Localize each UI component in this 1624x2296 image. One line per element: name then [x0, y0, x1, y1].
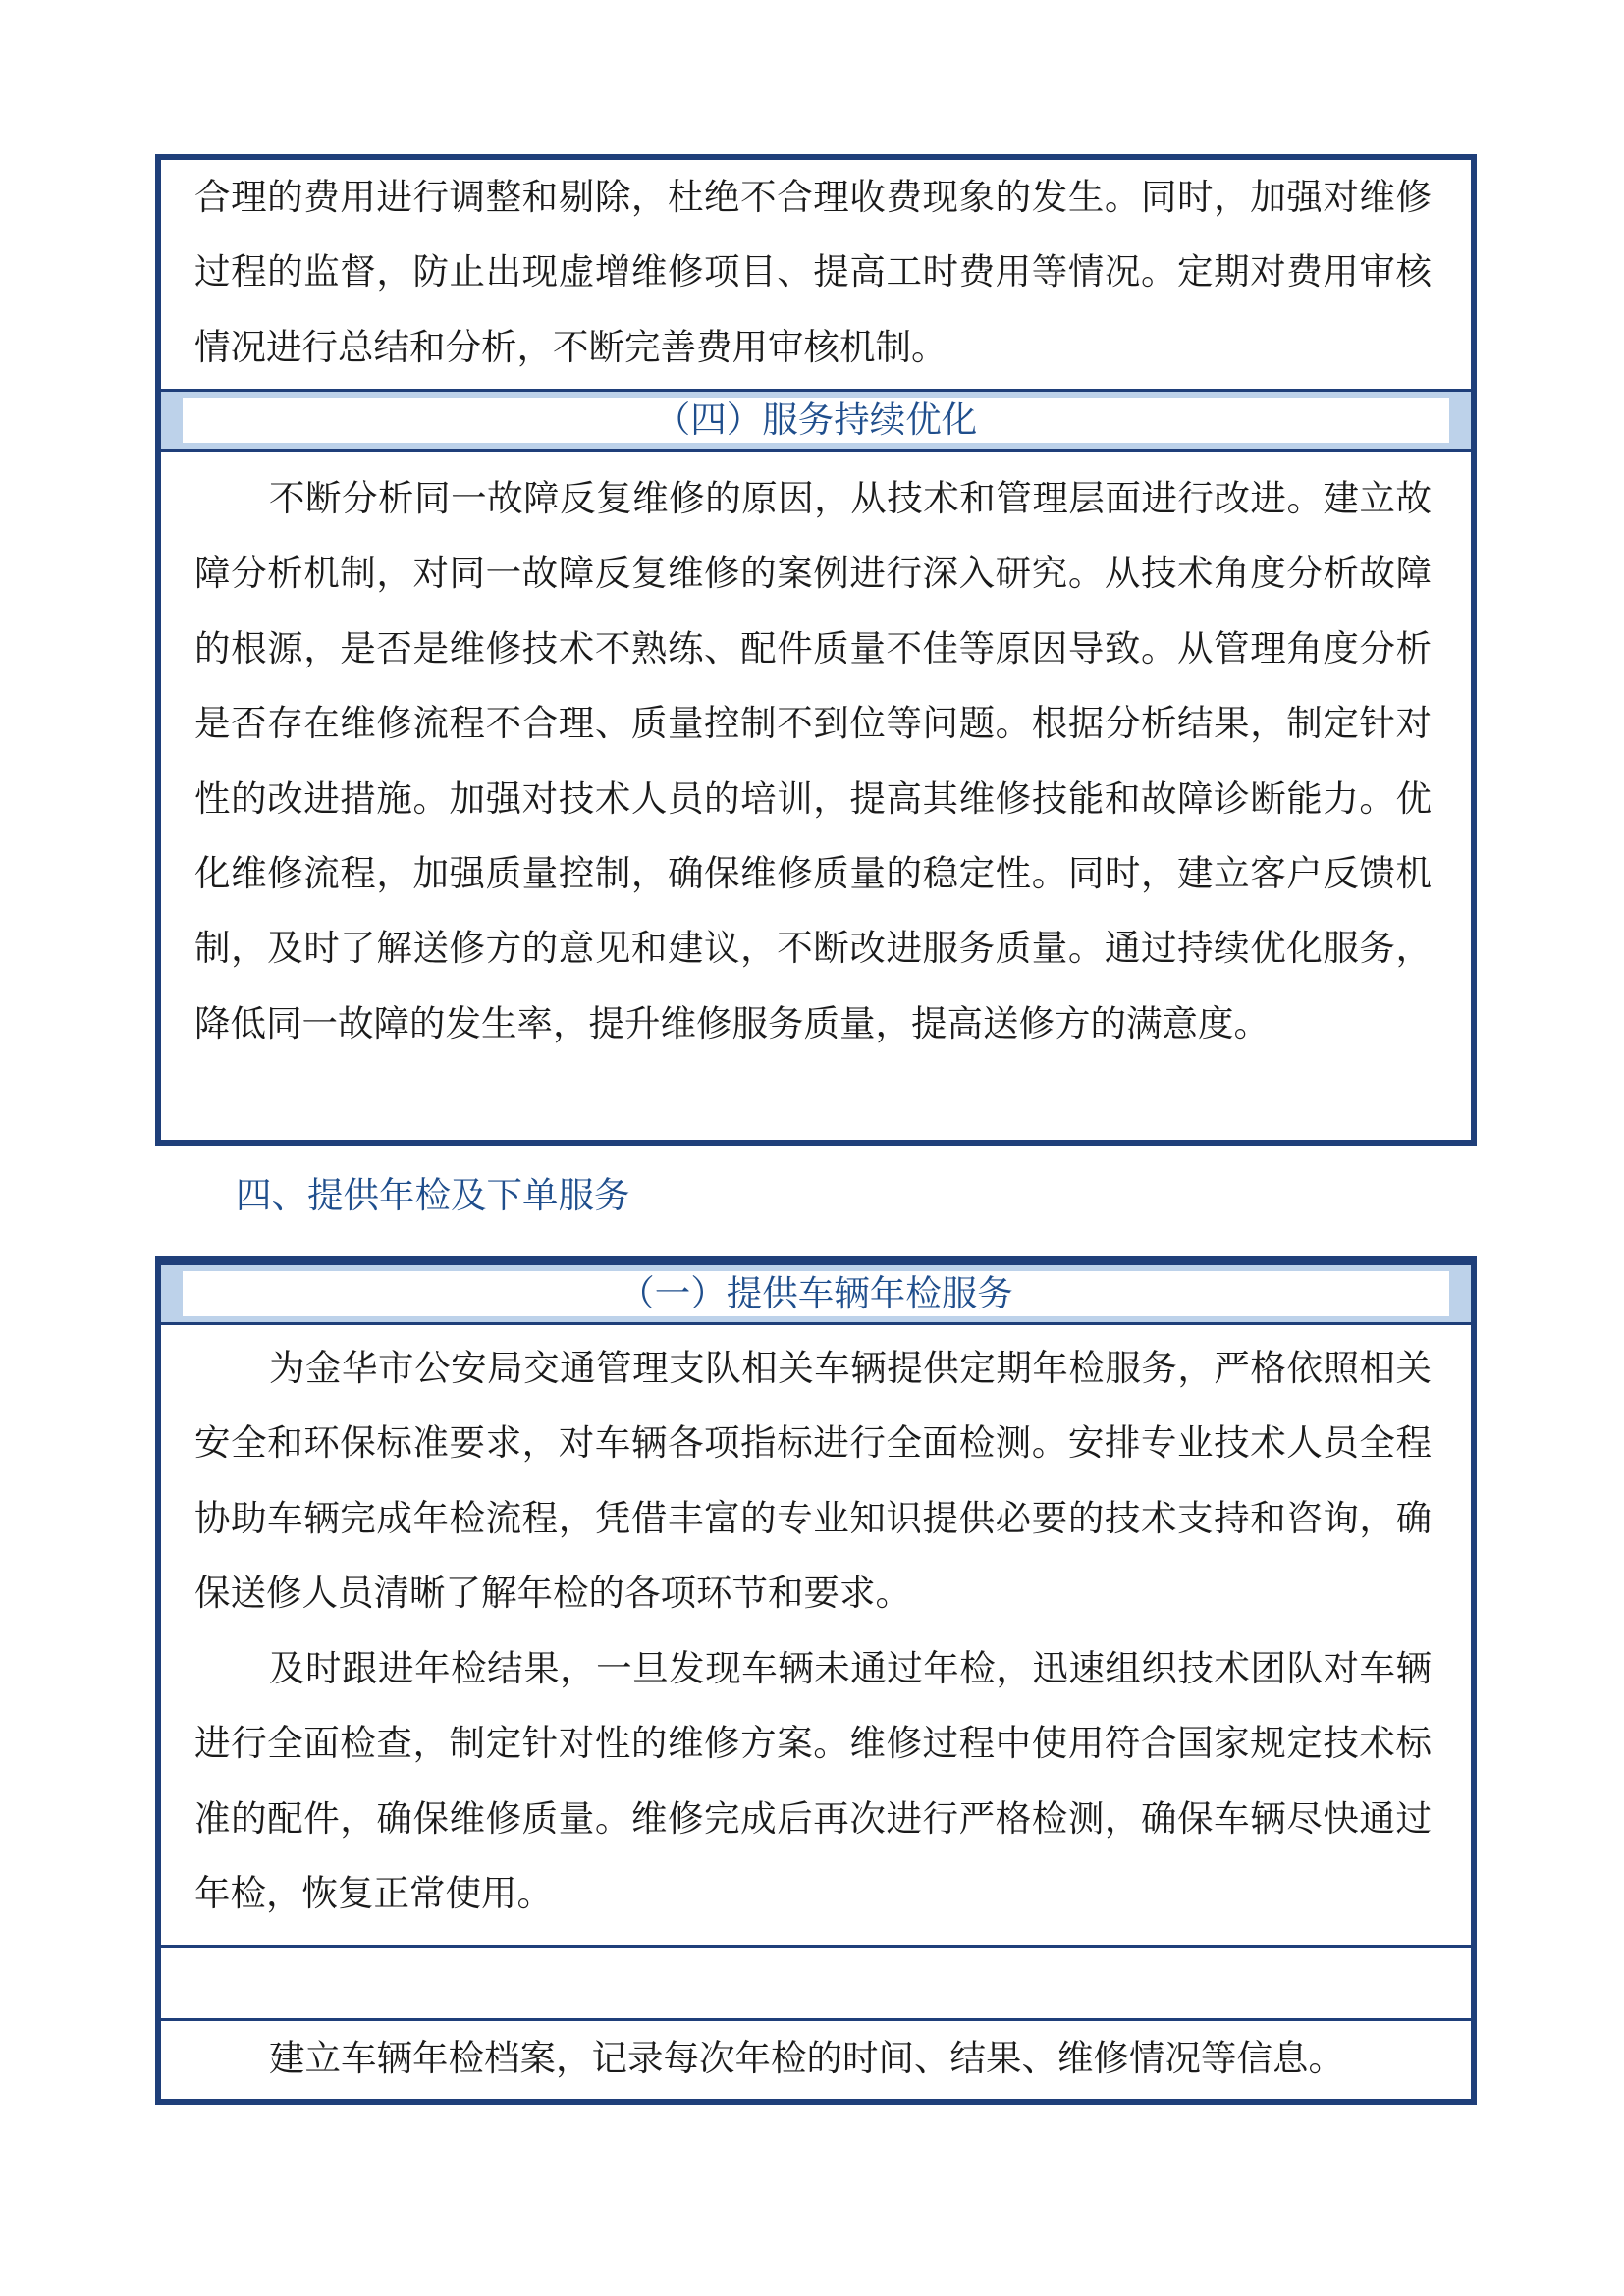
content-box-annual-inspection [155, 1256, 1477, 2105]
content-box-service-optimization [155, 154, 1477, 1146]
inspection-followup-paragraph: 及时跟进年检结果，一旦发现车辆未通过年检，迅速组织技术团队对车辆进行全面检查，制定针对性的维修方案。维修过程中使用符合国家规定技术标准的配件，确保维修质量。维修完成后再次进行严格检测，确保车辆尽快通过年检，恢复正常使用。 [194, 1647, 1432, 1915]
chapter-heading-inspection: 四、提供年检及下单服务 [236, 1174, 630, 1216]
section-heading-service-optimization: （四）服务持续优化 [183, 398, 1449, 443]
table-divider [161, 1945, 1471, 1948]
section-heading-annual-inspection: （一）提供车辆年检服务 [183, 1271, 1449, 1316]
fee-review-paragraph: 合理的费用进行调整和剔除，杜绝不合理收费现象的发生。同时，加强对维修过程的监督，防止出现虚增维修项目、提高工时费用等情况。定期对费用审核情况进行总结和分析，不断完善费用审核机制。 [194, 176, 1432, 368]
inspection-archive-paragraph: 建立车辆年检档案，记录每次年检的时间、结果、维修情况等信息。 [269, 2037, 1344, 2079]
inspection-service-paragraph: 为金华市公安局交通管理支队相关车辆提供定期年检服务，严格依照相关安全和环保标准要求，对车辆各项指标进行全面检测。安排专业技术人员全程协助车辆完成年检流程，凭借丰富的专业知识提供必要的技术支持和咨询，确保送修人员清晰了解年检的各项环节和要求。 [194, 1347, 1432, 1615]
service-optimization-paragraph: 不断分析同一故障反复维修的原因，从技术和管理层面进行改进。建立故障分析机制，对同一故障反复维修的案例进行深入研究。从技术角度分析故障的根源，是否是维修技术不熟练、配件质量不佳等原因导致。从管理角度分析是否存在维修流程不合理、质量控制不到位等问题。根据分析结果，制定针对性的改进措施。加强对技术人员的培训，提高其维修技能和故障诊断能力。优化维修流程，加强质量控制，确保维修质量的稳定性。同时，建立客户反馈机制，及时了解送修方的意见和建议，不断改进服务质量。通过持续优化服务，降低同一故障的发生率，提升维修服务质量，提高送修方的满意度。 [194, 477, 1432, 1044]
section-heading-band [161, 1262, 1471, 1325]
section-heading-band [161, 389, 1471, 452]
